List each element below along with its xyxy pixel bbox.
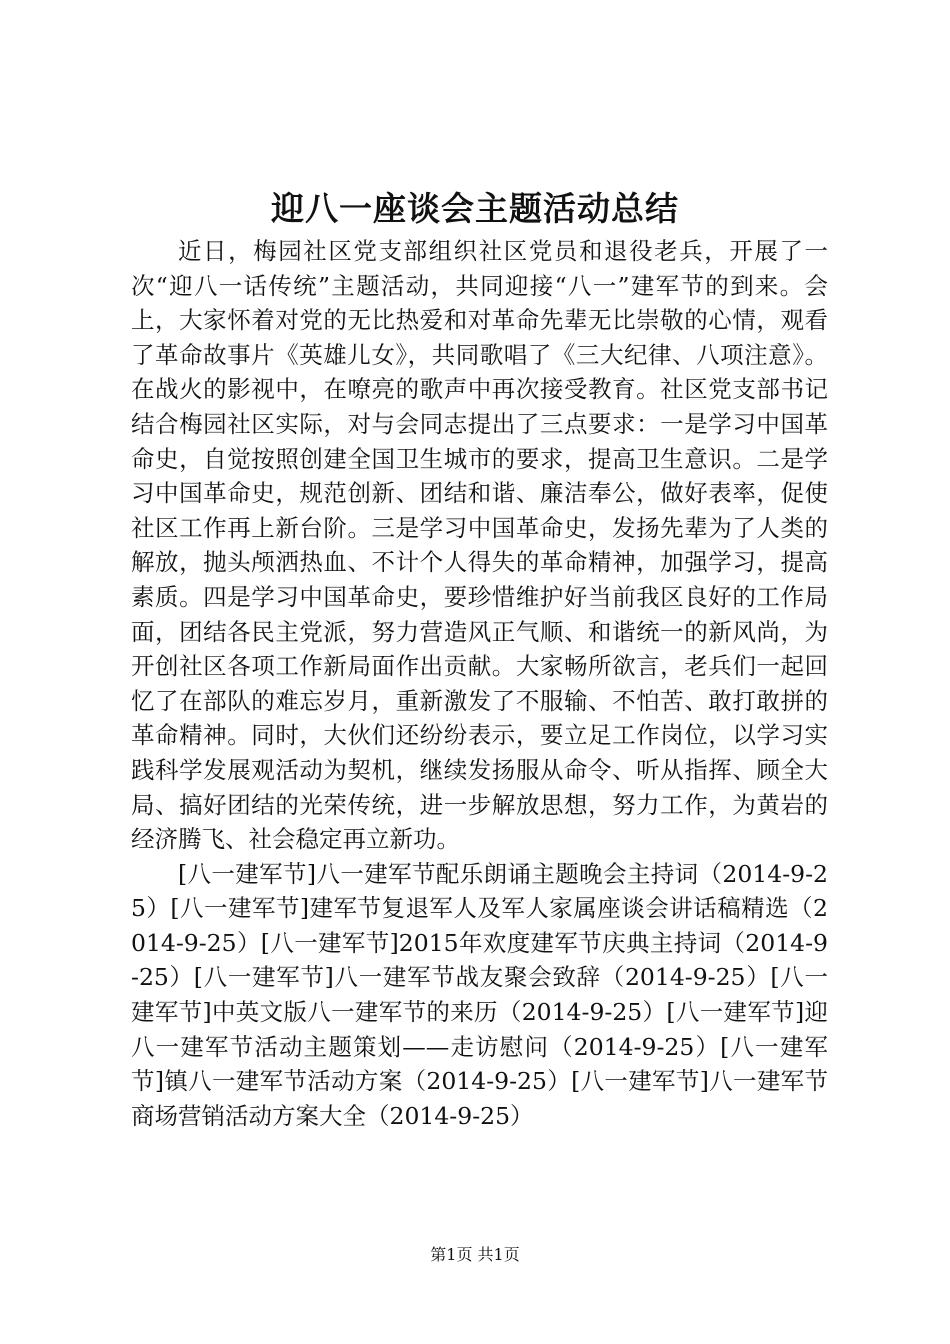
summary-paragraph: 近日，梅园社区党支部组织社区党员和退役老兵，开展了一次“迎八一话传统”主题活动，共同迎接“八一”建军节的到来。会上，大家怀着对党的无比热爱和对革命先辈无比崇敬的心情，观看了革命故事片《英雄儿女》，共同歌唱了《三大纪律、八项注意》。在战火的影视中，在嘹亮的歌声中再次接受教育。社区党支部书记结合梅园社区实际，对与会同志提出了三点要求：一是学习中国革命史，自觉按照创建全国卫生城市的要求，提高卫生意识。二是学习中国革命史，规范创新、团结和谐、廉洁奉公，做好表率，促使社区工作再上新台阶。三是学习中国革命史，发扬先辈为了人类的解放，抛头颅洒热血、不计个人得失的革命精神，加强学习，提高素质。四是学习中国革命史，要珍惜维护好当前我区良好的工作局面，团结各民主党派，努力营造风正气顺、和谐统一的新风尚，为开创社区各项工作新局面作出贡献。大家畅所欲言，老兵们一起回忆了在部队的难忘岁月，重新激发了不服输、不怕苦、敢打敢拼的革命精神。同时，大伙们还纷纷表示，要立足工作岗位，以学习实践科学发展观活动为契机，继续发扬服从命令、听从指挥、顾全大局、搞好团结的光荣传统，进一步解放思想，努力工作，为黄岩的经济腾飞、社会稳定再立新功。 [131, 237, 828, 854]
document-title: 迎八一座谈会主题活动总结 [271, 189, 679, 228]
related-links-paragraph: [八一建军节]八一建军节配乐朗诵主题晚会主持词（2014-9-25）[八一建军节]建军节复退军人及军人家属座谈会讲话稿精选（2014-9-25）[八一建军节]2015年欢度建军节庆典主持词（2014-9-25）[八一建军节]八一建军节战友聚会致辞（2014-9-25）[八一建军节]中英文版八一建军节的来历（2014-9-25）[八一建军节]迎八一建军节活动主题策划——走访慰问（2014-9-25）[八一建军节]镇八一建军节活动方案（2014-9-25）[八一建军节]八一建军节商场营销活动方案大全（2014-9-25） [131, 859, 828, 1130]
document-body [131, 234, 828, 1133]
page-footer: 第1页 共1页 [430, 1245, 520, 1264]
